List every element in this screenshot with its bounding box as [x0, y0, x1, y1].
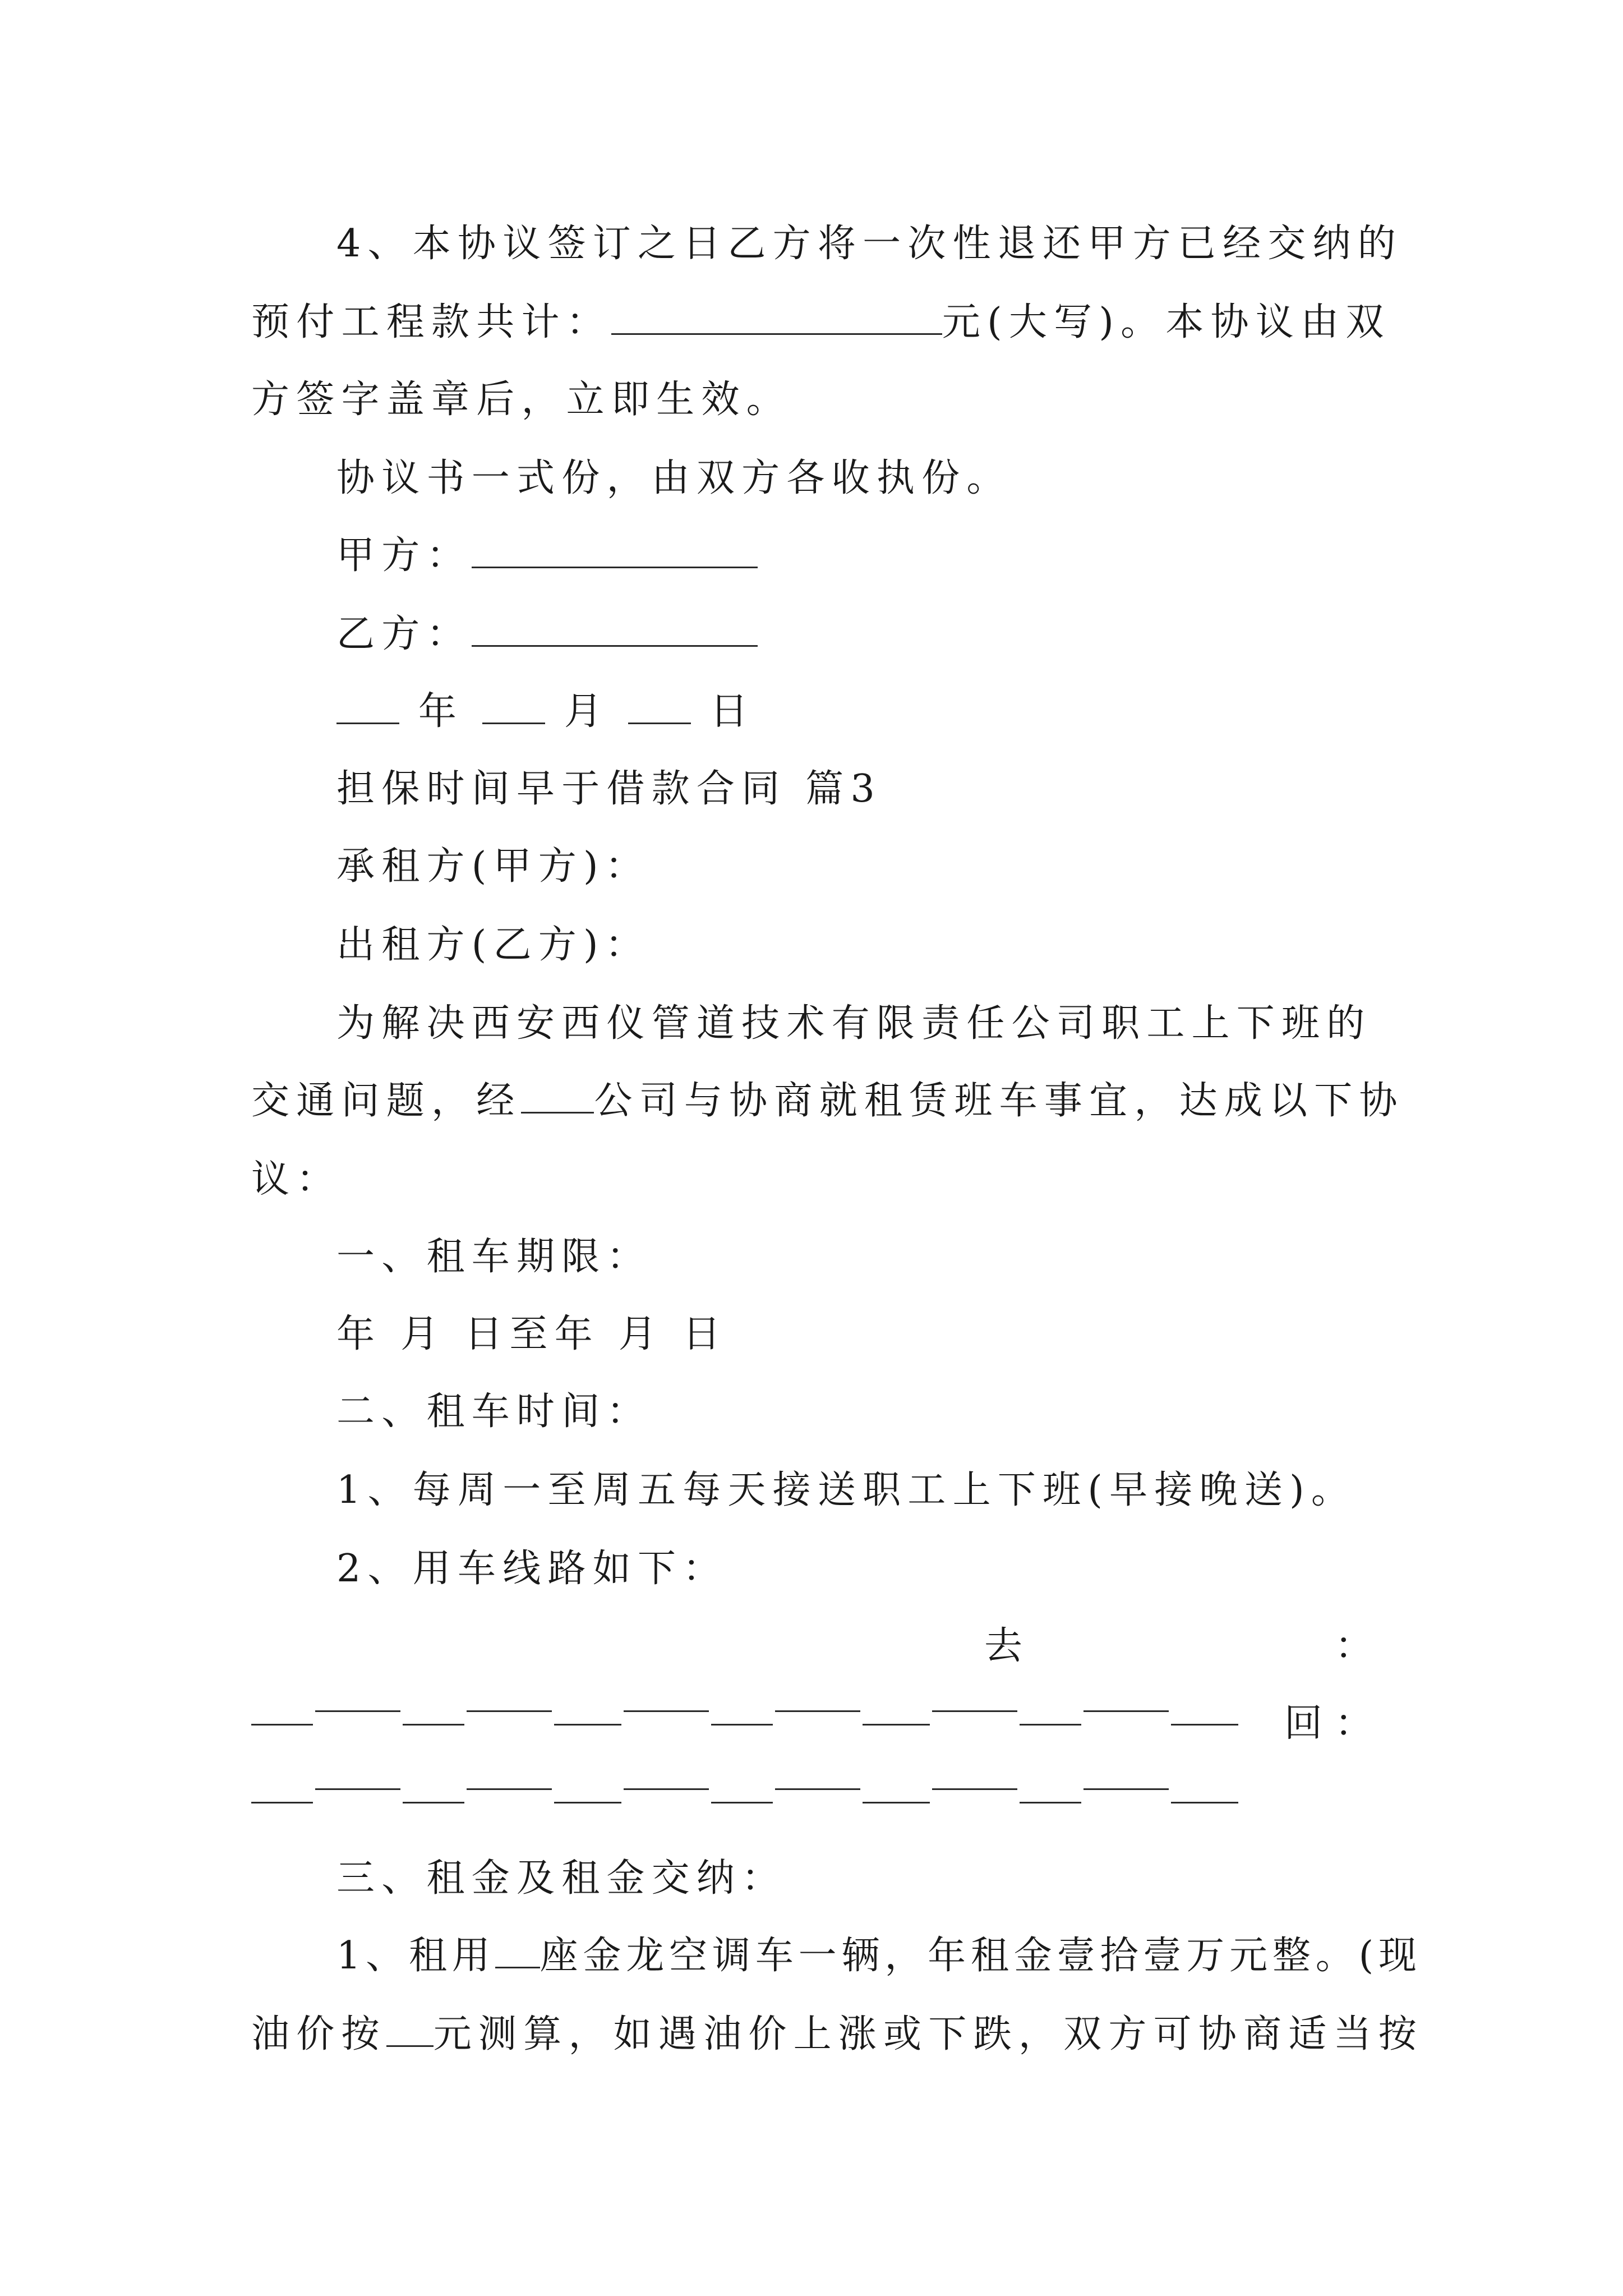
route-go-blank-1 [251, 1724, 313, 1726]
copies-clause: 协议书一式份，由双方各收执份。 [336, 456, 1012, 500]
route-return-blank-2 [403, 1802, 464, 1803]
section-title: 担保时间早于借款合同 篇3 [336, 767, 882, 811]
rent-line-1-end: 座金龙空调车一辆，年租金壹拾壹万元整。(现 [540, 1934, 1422, 1978]
year-blank[interactable] [336, 690, 399, 724]
intro-line-2 [251, 1076, 1404, 1126]
rental-period-dates: 年 月 日至年 月 日 [336, 1312, 728, 1356]
route-go-blank-6 [1020, 1724, 1081, 1726]
rent-line-1 [336, 1931, 1422, 1981]
route-go-colon: ： [1335, 1624, 1373, 1668]
rent-line-2-start: 油价按 [251, 2012, 386, 2056]
route-go-dash-1 [315, 1710, 400, 1712]
party-a-label: 甲方： [336, 533, 472, 578]
route-go-dash-2 [467, 1710, 552, 1712]
month-label: 月 [564, 689, 610, 734]
paragraph-4-line-1: 4、本协议签订之日乙方将一次性退还甲方已经交纳的 [336, 222, 1403, 266]
rent-line-1-start: 1、租用 [336, 1934, 495, 1978]
heading-rent: 三、租金及租金交纳： [336, 1856, 787, 1901]
route-return-dash-5 [932, 1788, 1017, 1790]
route-go-blank-7 [1171, 1724, 1238, 1726]
route-return-dash-4 [775, 1788, 860, 1790]
route-go-dash-6 [1083, 1710, 1169, 1712]
prepaid-amount-blank[interactable] [611, 301, 942, 335]
paragraph-4-line-2 [251, 297, 1391, 348]
route-go-blank-5 [863, 1724, 930, 1726]
route-return-dash-6 [1083, 1788, 1169, 1790]
company-blank[interactable] [521, 1079, 594, 1114]
route-go-blank-3 [554, 1724, 621, 1726]
route-return-blank-3 [554, 1802, 621, 1803]
route-go-blank-2 [403, 1724, 464, 1726]
rent-line-2 [251, 2009, 1423, 2060]
route-go-dash-5 [932, 1710, 1017, 1712]
intro-line-1: 为解决西安西仪管道技术有限责任公司职工上下班的 [336, 1001, 1372, 1046]
party-b-blank[interactable] [472, 613, 758, 647]
route-return-colon: ： [1335, 1701, 1373, 1746]
rent-line-2-end: 元测算，如遇油价上涨或下跌，双方可协商适当按 [433, 2012, 1424, 2056]
route-return-label: 回 [1284, 1701, 1330, 1746]
paragraph-4-line-3: 方签字盖章后，立即生效。 [251, 378, 791, 422]
lessee-label: 承租方(甲方)： [336, 844, 650, 889]
intro-line-2-end: 公司与协商就租赁班车事宜，达成以下协 [594, 1079, 1404, 1123]
oil-price-blank[interactable] [386, 2013, 434, 2047]
item-2-route: 2、用车线路如下： [336, 1547, 728, 1591]
route-return-dash-1 [315, 1788, 400, 1790]
heading-rental-time: 二、租车时间： [336, 1389, 652, 1434]
route-return-blank-1 [251, 1802, 313, 1803]
seat-count-blank[interactable] [495, 1934, 540, 1968]
route-return-blank-7 [1171, 1802, 1238, 1803]
day-blank[interactable] [628, 690, 691, 724]
prepaid-label: 预付工程款共计： [251, 300, 611, 344]
item-1-schedule: 1、每周一至周五每天接送职工上下班(早接晚送)。 [336, 1468, 1357, 1512]
day-label: 日 [709, 689, 755, 734]
route-go-blank-4 [711, 1724, 773, 1726]
prepaid-suffix: 元(大写)。本协议由双 [942, 300, 1391, 344]
route-return-blank-4 [711, 1802, 773, 1803]
month-blank[interactable] [482, 690, 545, 724]
signing-date-line [336, 687, 755, 737]
route-go-dash-3 [624, 1710, 709, 1712]
lessor-label: 出租方(乙方)： [336, 923, 650, 967]
route-go-dash-4 [775, 1710, 860, 1712]
intro-line-3: 议： [251, 1157, 342, 1202]
year-label: 年 [418, 689, 464, 734]
route-return-blank-5 [863, 1802, 930, 1803]
heading-rental-period: 一、租车期限： [336, 1235, 652, 1279]
route-return-dash-2 [467, 1788, 552, 1790]
intro-line-2-start: 交通问题，经 [251, 1079, 522, 1123]
route-go-label: 去 [984, 1624, 1030, 1668]
route-return-dash-3 [624, 1788, 709, 1790]
party-a-blank[interactable] [472, 534, 758, 568]
party-a-line [336, 531, 758, 581]
route-return-blank-6 [1020, 1802, 1081, 1803]
party-b-label: 乙方： [336, 612, 472, 656]
party-b-line [336, 609, 758, 660]
